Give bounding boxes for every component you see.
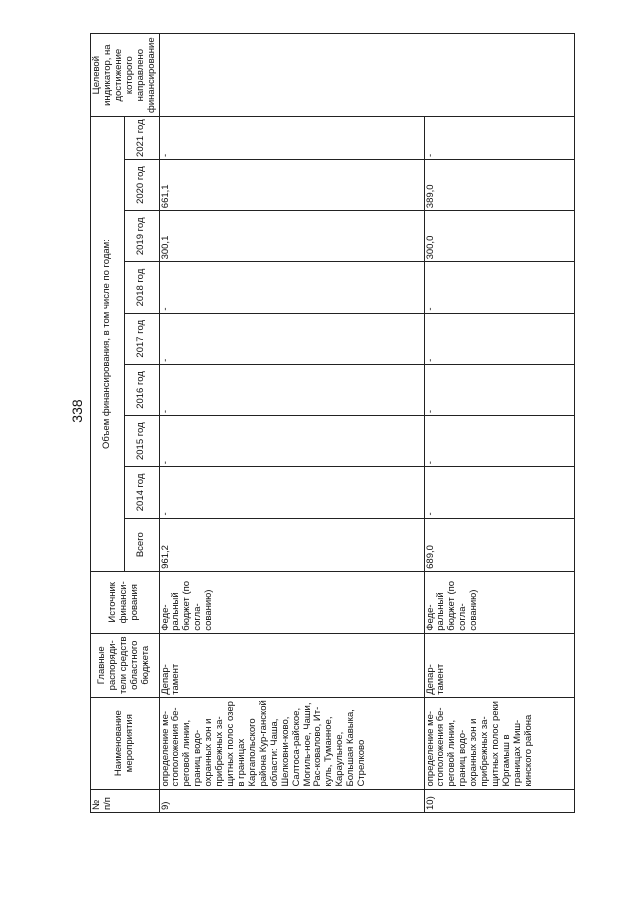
header-admin: Главные распоряди-тели средств областного бюджета	[91, 633, 160, 697]
header-year: 2017 год	[125, 313, 159, 364]
cell-name: определение ме-стоположения бе-реговой линии, границ водо-охранных зон и прибрежных за-щитных полос озер в границах Каргапольского района Кур-ганской области: Чаша, Шелковни-ково, Салтоса-райское, Могиль-ное, Чаши, Рас-ковалово, Ит-куль, Туманное, Караульное, Большая Кавыка, Стрелково	[159, 697, 424, 789]
table-row	[424, 34, 574, 813]
cell-year-value: -	[159, 467, 424, 518]
cell-source: Феде-ральный бюджет (по согла-сованию)	[159, 571, 424, 633]
header-total: Всего	[125, 518, 159, 571]
cell-year-value: -	[424, 416, 574, 467]
cell-year-value: -	[159, 262, 424, 313]
cell-name: определение ме-стоположения бе-реговой линии, границ водо-охранных зон и прибрежных за-щитных полос реки Юргамыш в границах Миш-кинского района	[424, 697, 574, 789]
cell-num: 10)	[424, 789, 574, 812]
cell-year-value: -	[159, 364, 424, 415]
table-row	[159, 34, 424, 813]
cell-year-value: -	[424, 467, 574, 518]
cell-num: 9)	[159, 789, 424, 812]
cell-year-value: 661,1	[159, 159, 424, 210]
header-name: Наименование мероприятия	[91, 697, 160, 789]
header-year: 2021 год	[125, 117, 159, 160]
cell-year-value: -	[424, 364, 574, 415]
header-indicator: Целевой индикатор, на достижение которого направлено финансирование	[91, 34, 160, 117]
cell-year-value: -	[424, 117, 574, 160]
cell-year-value: -	[159, 416, 424, 467]
cell-year-value: 300,0	[424, 211, 574, 262]
header-num: № п/п	[91, 789, 160, 812]
header-source: Источник финанси-рования	[91, 571, 160, 633]
header-volume-group: Объем финансирования, в том числе по годам:	[91, 117, 125, 572]
header-year: 2016 год	[125, 364, 159, 415]
header-year: 2018 год	[125, 262, 159, 313]
header-year: 2019 год	[125, 211, 159, 262]
cell-indicator	[159, 34, 574, 117]
cell-year-value: -	[159, 313, 424, 364]
page-number: 338	[69, 399, 85, 423]
financing-table	[90, 33, 575, 813]
cell-year-value: -	[424, 313, 574, 364]
cell-source: Феде-ральный бюджет (по согла-сованию)	[424, 571, 574, 633]
cell-year-value: 389,0	[424, 159, 574, 210]
cell-year-value: -	[424, 262, 574, 313]
cell-admin: Депар-тамент	[159, 633, 424, 697]
cell-total: 689,0	[424, 518, 574, 571]
cell-admin: Депар-тамент	[424, 633, 574, 697]
header-row-1	[91, 34, 125, 813]
cell-year-value: 300,1	[159, 211, 424, 262]
cell-year-value: -	[159, 117, 424, 160]
header-year: 2014 год	[125, 467, 159, 518]
rotated-table-container	[90, 33, 590, 813]
header-year: 2020 год	[125, 159, 159, 210]
header-year: 2015 год	[125, 416, 159, 467]
cell-total: 961,2	[159, 518, 424, 571]
